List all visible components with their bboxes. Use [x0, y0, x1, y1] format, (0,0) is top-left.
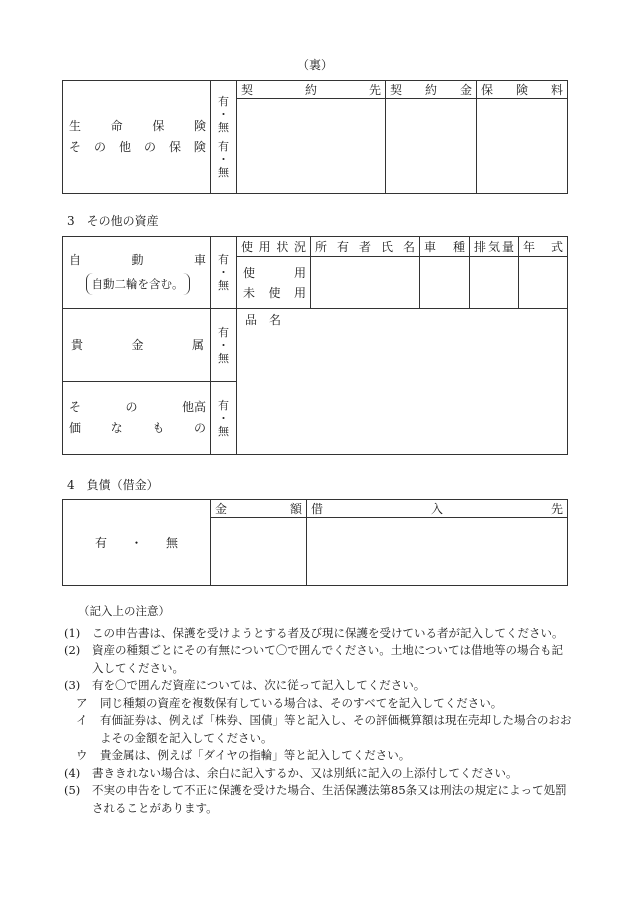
label-char: 先 — [368, 83, 381, 97]
label-char: 量 — [501, 240, 514, 254]
note-number: (4) — [64, 765, 81, 780]
contract-company-field[interactable] — [237, 99, 386, 194]
label-char: 無 — [218, 351, 229, 365]
label-char: の — [93, 140, 106, 154]
label-char: の — [143, 140, 156, 154]
label-char: 動 — [131, 253, 144, 267]
label-char: 他高 — [181, 400, 206, 414]
header-displacement — [470, 237, 519, 257]
header-amount — [211, 500, 307, 518]
note-number: イ — [76, 713, 88, 727]
header-owner-name — [311, 237, 420, 257]
note-item — [64, 782, 574, 817]
note-text: 資産の種類ごとにその有無について〇で囲んでください。土地については借地等の場合も記入してください。 — [92, 643, 564, 675]
label-char: そ — [69, 400, 82, 414]
label-char: 使 — [241, 240, 254, 254]
label-char: 有 — [218, 95, 229, 108]
label-char: ・ — [218, 266, 229, 279]
label-char: 険 — [193, 140, 206, 154]
page-title: （裏） — [296, 58, 333, 72]
note-text: 書ききれない場合は、余白に記入するか、又は別紙に記入の上添付してください。 — [92, 765, 518, 780]
notes-heading: （記入上の注意） — [78, 604, 170, 618]
car-yes-no[interactable] — [211, 237, 237, 309]
note-number: ウ — [76, 748, 88, 762]
label-char: 状 — [276, 240, 289, 254]
label-char: ・ — [218, 108, 229, 121]
label-char: 先 — [550, 502, 563, 516]
label-char: の — [125, 400, 138, 414]
label-char: 用 — [258, 240, 271, 254]
item-name-label: 品 名 — [245, 313, 282, 327]
label-char: 険 — [515, 83, 528, 97]
precious-metal-label — [63, 309, 211, 382]
label-char: 有 — [218, 140, 229, 153]
label-char: 有 — [95, 536, 108, 550]
insurance-type-label — [63, 81, 211, 194]
label-char: 式 — [550, 240, 563, 254]
label-char: 無 — [218, 424, 229, 438]
other-assets-table — [62, 236, 568, 455]
label-char: 用 — [293, 285, 306, 300]
amount-field[interactable] — [211, 518, 307, 586]
label-char: 険 — [193, 119, 206, 133]
note-item — [64, 712, 574, 747]
label-char: 金 — [215, 502, 228, 516]
label-char: 気 — [487, 240, 500, 254]
note-item — [64, 642, 574, 677]
note-number: (2) — [64, 643, 81, 657]
section3-title: 3 その他の資産 — [67, 214, 159, 228]
other-valuables-label — [63, 382, 211, 455]
label-char: そ — [69, 140, 82, 154]
label-char: 排 — [474, 240, 487, 254]
label-char: 使 — [268, 285, 281, 300]
header-premium — [477, 81, 568, 99]
label-char: 有 — [336, 240, 349, 254]
label-char: 入 — [430, 502, 443, 516]
debt-yes-no[interactable] — [63, 500, 211, 586]
label-char: 所 — [315, 240, 328, 254]
label-char: 価 — [69, 421, 82, 435]
label-char: 氏 — [380, 240, 393, 254]
contract-amount-field[interactable] — [386, 99, 477, 194]
note-item — [64, 765, 574, 783]
label-char: 約 — [304, 83, 317, 97]
note-text: 有を〇で囲んだ資産については、次に従って記入してください。 — [92, 678, 426, 692]
note-number: (5) — [64, 783, 81, 797]
label-char: 契 — [390, 83, 403, 97]
note-text: 不実の申告をして不正に保護を受けた場合、生活保護法第85条又は刑法の規定によって処罰されることがあります。 — [92, 783, 567, 815]
insurance-table — [62, 80, 568, 194]
label-char: 料 — [550, 83, 563, 97]
displacement-field[interactable] — [470, 257, 519, 309]
header-lender — [307, 500, 568, 518]
item-name-field[interactable] — [237, 309, 568, 455]
label-char: 名 — [402, 240, 415, 254]
note-item — [64, 625, 574, 643]
label-char: 他 — [118, 140, 131, 154]
note-text: 同じ種類の資産を複数保有している場合は、そのすべてを記入してください。 — [100, 695, 503, 710]
label-char: ・ — [218, 338, 229, 352]
lender-field[interactable] — [307, 518, 568, 586]
label-char: 無 — [218, 166, 229, 179]
car-type-field[interactable] — [420, 257, 470, 309]
label-char: 無 — [218, 121, 229, 134]
label-char: の — [193, 421, 206, 435]
header-car-type — [420, 237, 470, 257]
car-note: 自動二輪を含む。 — [86, 273, 190, 295]
note-item — [64, 695, 574, 713]
label-char: 金 — [131, 337, 144, 352]
model-year-field[interactable] — [519, 257, 568, 309]
label-char: 命 — [110, 119, 123, 133]
label-char: 年 — [523, 240, 536, 254]
label-char: 保 — [481, 83, 494, 97]
label-char: 無 — [218, 279, 229, 292]
premium-field[interactable] — [477, 99, 568, 194]
label-char: 者 — [358, 240, 371, 254]
section4-title: 4 負債（借金） — [67, 478, 159, 492]
note-number: ア — [76, 695, 88, 710]
label-char: 車 — [424, 240, 437, 254]
insurance-yes-no[interactable] — [211, 81, 237, 194]
label-char: 貴 — [71, 337, 84, 352]
label-char: 契 — [241, 83, 254, 97]
usage-options[interactable]: 使 用 未 使 用 — [237, 257, 311, 309]
label-char: 有 — [218, 398, 229, 412]
note-item — [64, 677, 574, 695]
note-text: 有価証券は、例えば「株券、国債」等と記入し、その評価概算額は現在売却した場合のおおよその金額を記入してください。 — [100, 713, 572, 745]
car-label — [63, 237, 211, 309]
label-char: ・ — [218, 153, 229, 166]
label-char: 約 — [424, 83, 437, 97]
header-contract-company — [237, 81, 386, 99]
label-char: 有 — [218, 253, 229, 266]
label-char: 借 — [311, 502, 324, 516]
note-number: (1) — [64, 625, 81, 640]
debt-table — [62, 499, 568, 586]
label-char: 無 — [165, 536, 178, 550]
note-text: 貴金属は、例えば「ダイヤの指輪」等と記入してください。 — [100, 748, 411, 762]
label-char: 額 — [289, 502, 302, 516]
label-char: 生 — [69, 119, 82, 133]
label-char: 有 — [218, 325, 229, 339]
label-char: 属 — [191, 337, 204, 352]
header-contract-amount — [386, 81, 477, 99]
label-char: 況 — [293, 240, 306, 254]
notes — [64, 603, 574, 817]
note-text: この申告書は、保護を受けようとする者及び現に保護を受けている者が記入してください。 — [92, 625, 564, 640]
precious-metal-yes-no[interactable] — [211, 309, 237, 382]
owner-name-field[interactable] — [311, 257, 420, 309]
note-item — [64, 747, 574, 765]
label-char: 保 — [152, 119, 165, 133]
label-char: な — [110, 421, 123, 435]
label-char: ・ — [130, 536, 143, 550]
other-valuables-yes-no[interactable] — [211, 382, 237, 455]
header-model-year — [519, 237, 568, 257]
notes-list — [64, 625, 574, 818]
note-number: (3) — [64, 678, 81, 692]
label-char: 未 — [243, 285, 256, 300]
label-char: 種 — [452, 240, 465, 254]
label-char: も — [152, 421, 165, 435]
label-char: 金 — [459, 83, 472, 97]
label-char: 車 — [193, 253, 206, 267]
header-usage — [237, 237, 311, 257]
label-char: 保 — [168, 140, 181, 154]
label-char: ・ — [218, 411, 229, 425]
label-char: 自 — [69, 253, 82, 267]
